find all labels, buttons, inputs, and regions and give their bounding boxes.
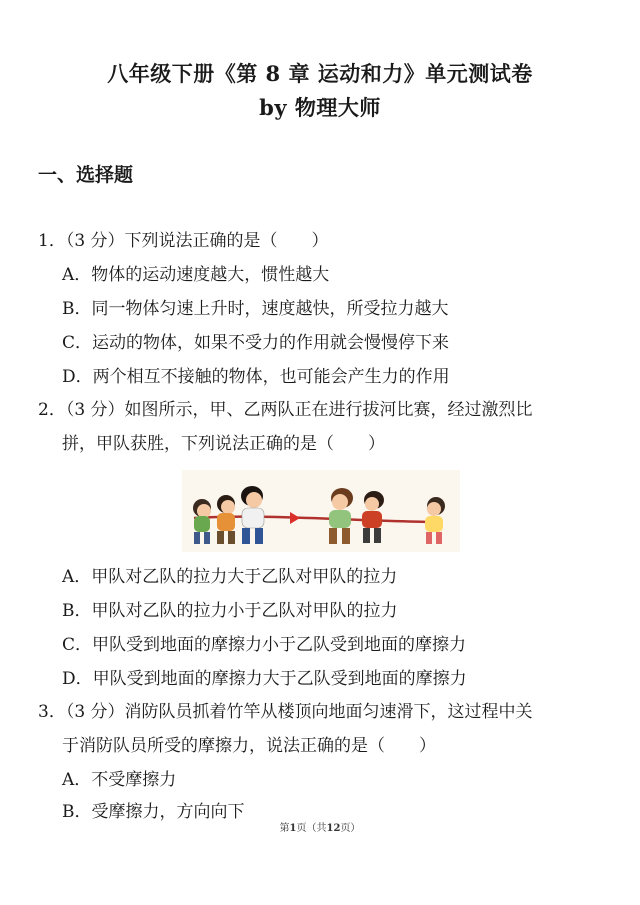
footer-total-pages: 12 bbox=[326, 823, 341, 834]
question-2-option-d: D．甲队受到地面的摩擦力大于乙队受到地面的摩擦力 bbox=[62, 669, 467, 689]
question-3-option-b: B．受摩擦力，方向向下 bbox=[62, 802, 245, 822]
question-1-option-a: A．物体的运动速度越大，惯性越大 bbox=[62, 265, 330, 285]
footer-suffix: 页） bbox=[340, 823, 361, 834]
question-1-option-b: B．同一物体匀速上升时，速度越快，所受拉力越大 bbox=[62, 299, 449, 319]
tug-of-war-figure bbox=[182, 470, 460, 552]
footer-middle: 页（共 bbox=[296, 823, 327, 834]
question-2-option-b: B．甲队对乙队的拉力小于乙队对甲队的拉力 bbox=[62, 601, 398, 621]
question-1-stem: 1．（3 分）下列说法正确的是（ ） bbox=[38, 231, 329, 251]
tug-of-war-illustration-icon bbox=[182, 470, 460, 552]
document-subtitle: by 物理大师 bbox=[259, 95, 381, 120]
question-2-option-a: A．甲队对乙队的拉力大于乙队对甲队的拉力 bbox=[62, 567, 398, 587]
question-2-stem-line1: 2．（3 分）如图所示，甲、乙两队正在进行拔河比赛，经过激烈比 bbox=[38, 400, 533, 420]
question-2-stem-line2: 拼，甲队获胜，下列说法正确的是（ ） bbox=[62, 434, 385, 454]
question-1-option-c: C．运动的物体，如果不受力的作用就会慢慢停下来 bbox=[62, 333, 450, 353]
question-2-option-c: C．甲队受到地面的摩擦力小于乙队受到地面的摩擦力 bbox=[62, 635, 467, 655]
question-3-option-a: A．不受摩擦力 bbox=[62, 770, 177, 790]
question-3-stem-line2: 于消防队员所受的摩擦力，说法正确的是（ ） bbox=[62, 736, 436, 756]
document-title: 八年级下册《第 8 章 运动和力》单元测试卷 bbox=[107, 61, 533, 86]
footer-prefix: 第 bbox=[279, 823, 290, 834]
question-1-option-d: D．两个相互不接触的物体，也可能会产生力的作用 bbox=[62, 367, 450, 387]
footer-current-page: 1 bbox=[289, 823, 297, 834]
section-heading: 一、选择题 bbox=[38, 164, 134, 186]
page-footer bbox=[0, 823, 640, 835]
question-3-stem-line1: 3．（3 分）消防队员抓着竹竿从楼顶向地面匀速滑下，这过程中关 bbox=[38, 702, 533, 722]
